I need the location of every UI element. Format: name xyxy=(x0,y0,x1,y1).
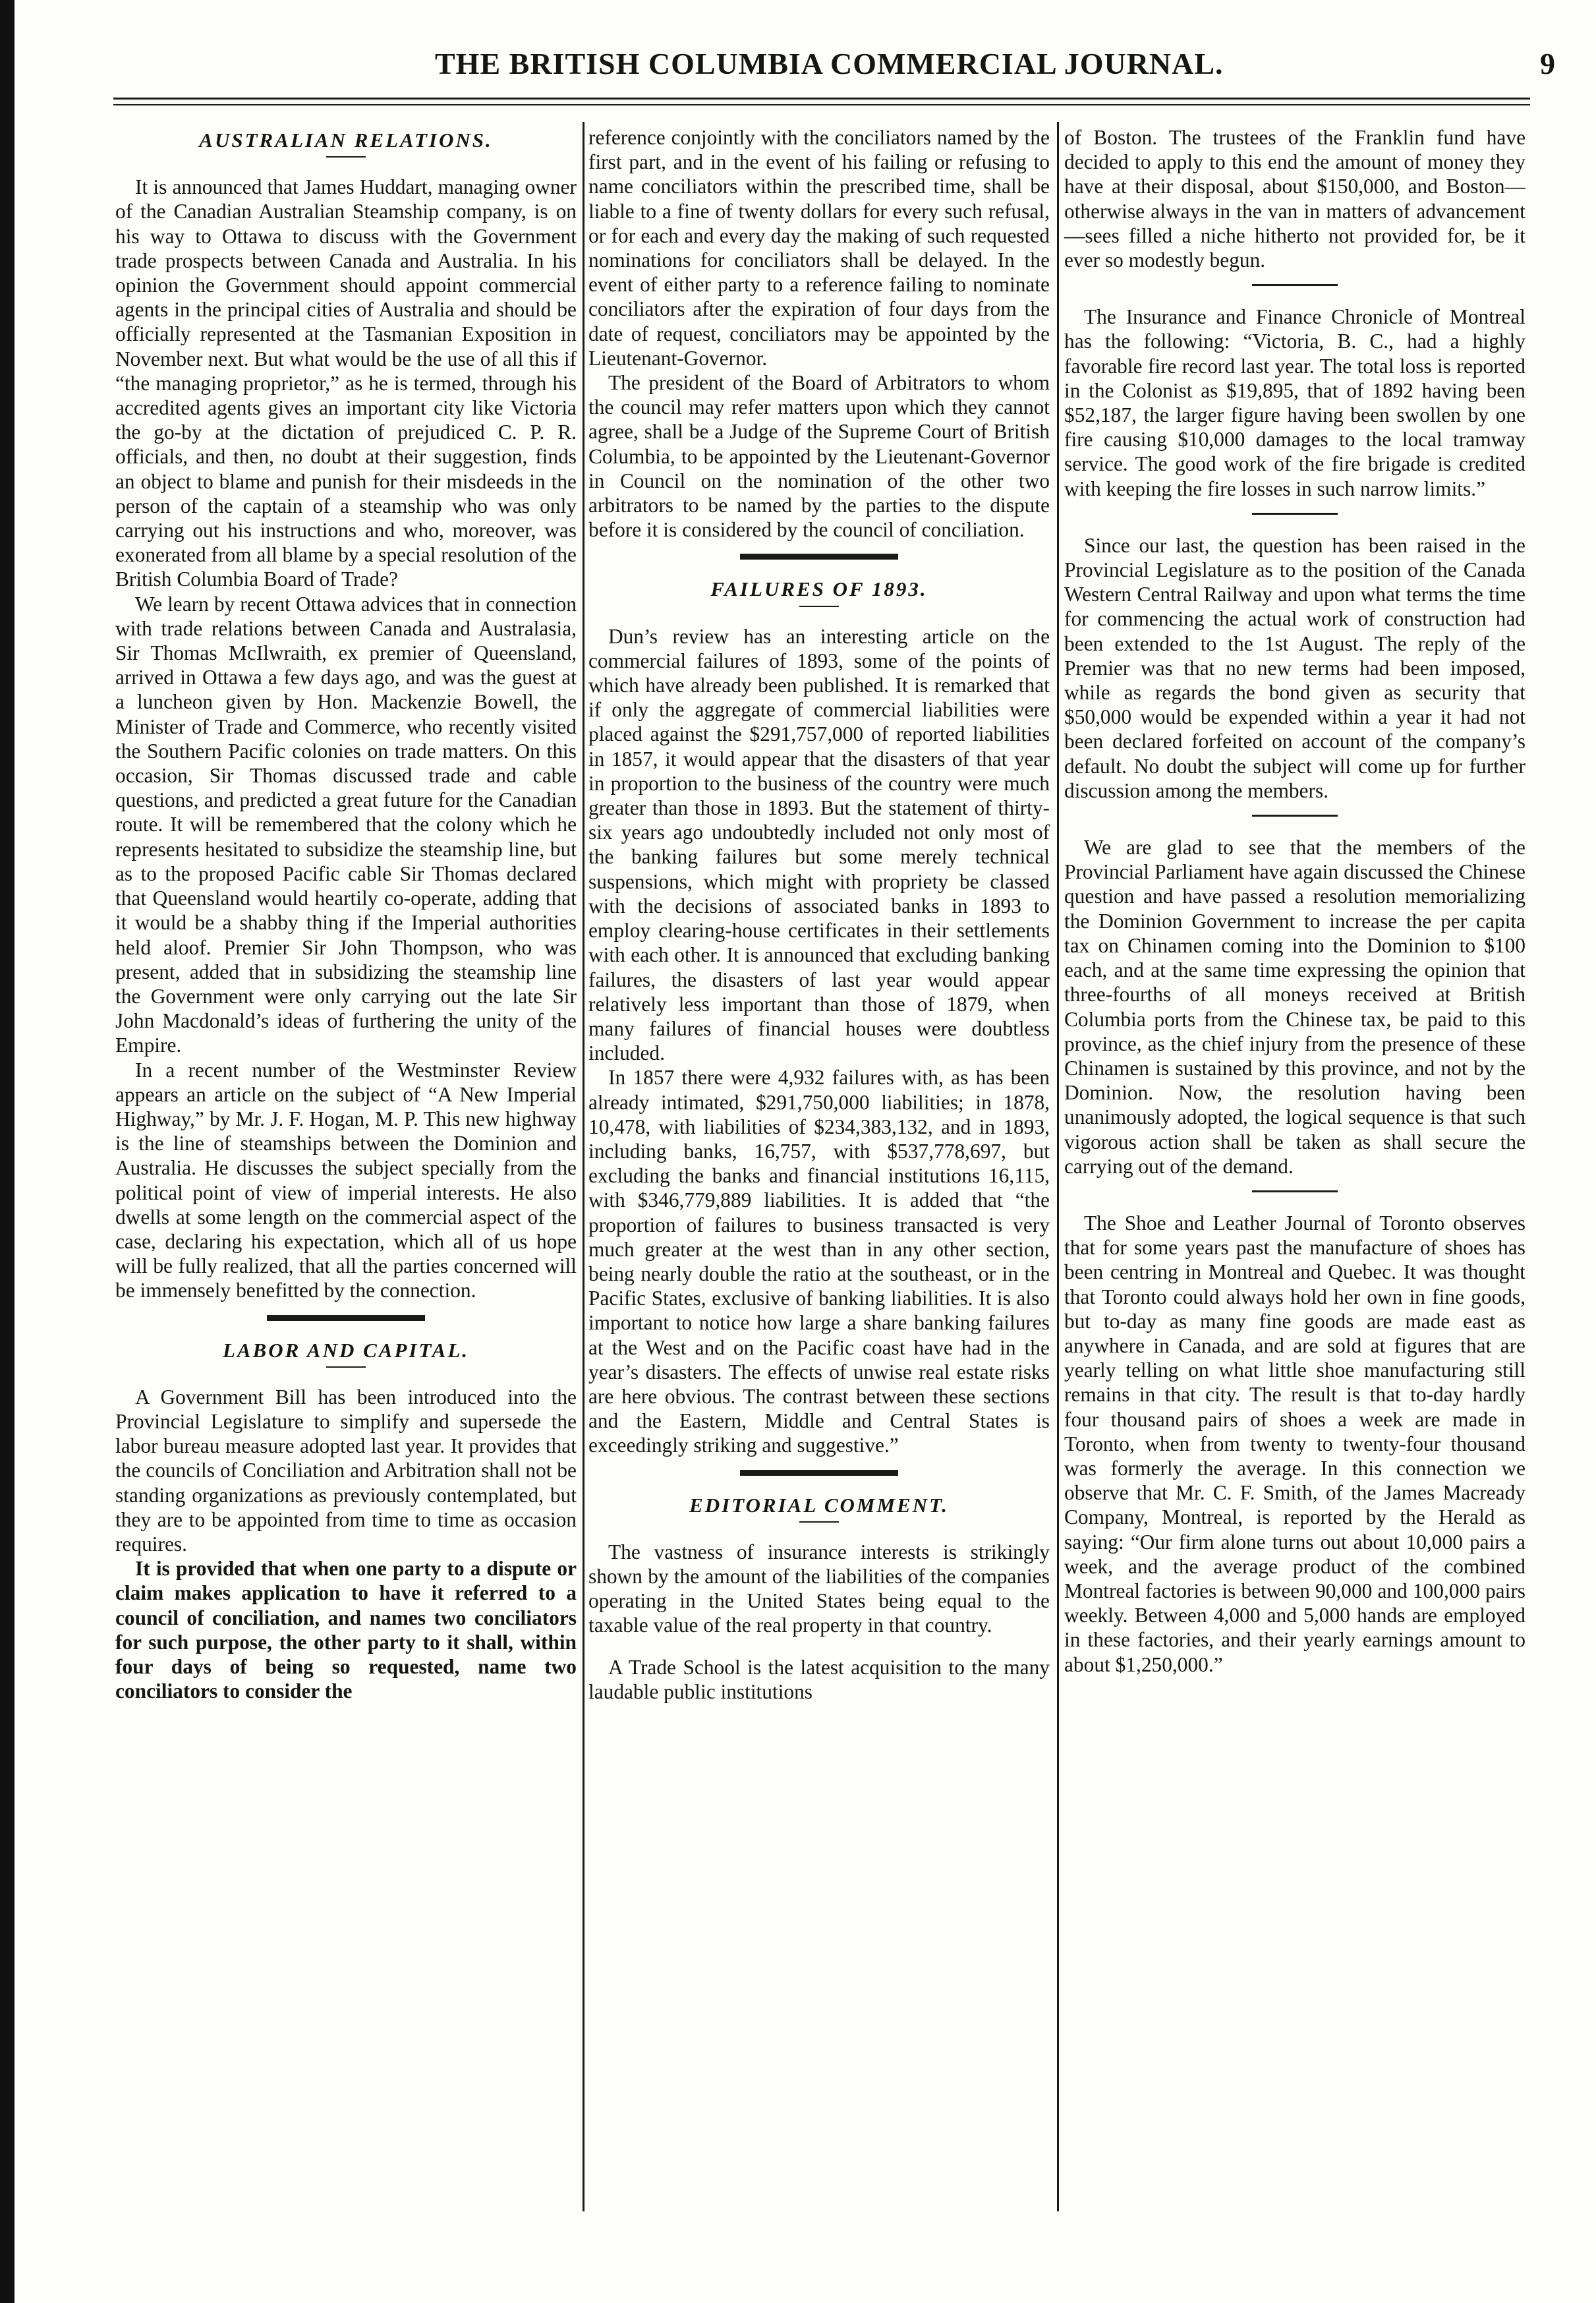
journal-title: THE BRITISH COLUMBIA COMMERCIAL JOURNAL. xyxy=(435,47,1224,80)
heading-editorial-comment: EDITORIAL COMMENT. xyxy=(689,1493,949,1517)
paragraph: The Shoe and Leather Journal of Toronto observes that for some years past the manufacture of shoes has been centring in Montreal and Quebec. It was thought that Toronto could always hold her own in fine goods, but to-day as many fine goods are made east as anywhere in Canada, and are sold at figures that are yearly telling on what little shoe manufacturing still remains in that city. The result is that to-day hardly four thousand pairs of shoes a week are made in Toronto, when from twenty to twenty-four thousand was formerly the average. In this connection we observe that Mr. C. F. Smith, of the James Macready Company, Montreal, is reported by the Herald as saying: “Our firm alone turns out about 10,000 pairs a week, and the average product of the combined Montreal factories is between 90,000 and 100,000 pairs weekly. Between 4,000 and 5,000 hands are employed in these factories, and their yearly earnings amount to about $1,250,000.” xyxy=(1064,1211,1525,1676)
paragraph: Since our last, the question has been raised in the Provincial Legislature as to the position of the Canada Western Central Railway and upon what terms the time for commencing the actual work of construction had been extended to the 1st August. The reply of the Premier was that no new terms had been imposed, while as regards the bond given as security that $50,000 would be expended within a year it had not been declared forfeited on account of the company’s default. No doubt the subject will come up for further discussion among the members. xyxy=(1064,533,1525,802)
heading-labor-and-capital: LABOR AND CAPITAL. xyxy=(222,1338,470,1362)
heading-underline xyxy=(326,156,366,158)
heading-underline xyxy=(799,606,839,607)
heading-underline xyxy=(799,1521,839,1523)
paragraph: We are glad to see that the members of the Provincial Parliament have again discussed the Chinese question and have passed a resolution memorializing the Dominion Government to increase the per capita tax on Chinamen coming into the Dominion to $100 each, and at the same time expressing the opinion that three-fourths of all moneys received at British Columbia ports from the Chinese tax, be paid to this province, as the chief injury from the presence of these Chinamen is sustained by this province, and not by the Dominion. Now, the resolution having been unanimously adopted, the logical sequence is that such vigorous action shall be taken as shall secure the carrying out of the demand. xyxy=(1064,836,1525,1178)
paragraph: It is provided that when one party to a dispute or claim makes application to have it referred to a council of conciliation, and names two conciliators for such purpose, the other party to it shall, within four days of being so requested, name two conciliators to consider the xyxy=(115,1557,577,1703)
paragraph: Dun’s review has an interesting article on the commercial failures of 1893, some of the points of which have already been published. It is remarked that if only the aggregate of commercial liabilities were placed against the $291,757,000 of reported liabilities in 1857, it would appear that the disasters of that year in proportion to the business of the country were much greater than those in 1893. But the statement of thirty-six years ago undoubtedly included not only most of the banking failures but some merely technical suspensions, which might with propriety be classed with the decisions of associated banks in 1893 to employ clearing-house certificates in their settlements with each other. It is announced that excluding banking failures, the disasters of last year would appear relatively less important than those of 1879, when many failures of financial houses were doubtless included. xyxy=(588,624,1050,1065)
paragraph: In a recent number of the Westminster Review appears an article on the subject of “A New Imperial Highway,” by Mr. J. F. Hogan, M. P. This new highway is the line of steamships between the Dominion and Australia. He discusses the subject specially from the political point of view of imperial interests. He also dwells at some length on the commercial aspect of the case, declaring his expectation, which all of us hope will be fully realized, that all the parties concerned will be immensely benefitted by the connection. xyxy=(115,1058,577,1302)
paragraph: A Trade School is the latest acquisition to the many laudable public institutions xyxy=(588,1655,1050,1703)
column-1 xyxy=(115,125,577,1703)
paragraph: The Insurance and Finance Chronicle of Montreal has the following: “Victoria, B. C., had a highly favorable fire record last year. The total loss is reported in the Colonist as $19,895, that of 1892 having been $52,187, the larger figure having been swollen by one fire causing $10,000 damages to the local tramway service. The good work of the fire brigade is credited with keeping the fire losses in such narrow limits.” xyxy=(1064,305,1525,500)
item-separator xyxy=(1252,815,1338,817)
paragraph: reference conjointly with the conciliators named by the first part, and in the event of his failing or refusing to name conciliators within the prescribed time, shall be liable to a fine of twenty dollars for every such refusal, or for each and every day the making of such requested nominations for conciliators shall be delayed. In the event of either party to a reference failing to nominate conciliators after the expiration of four days from the date of request, conciliators may be appointed by the Lieutenant-Governor. xyxy=(588,126,1050,370)
column-rule-right xyxy=(1057,122,1059,2211)
page-header xyxy=(132,46,1562,92)
paragraph: The president of the Board of Arbitrators to whom the council may refer matters upon which they cannot agree, shall be a Judge of the Supreme Court of British Columbia, to be appointed by the Lieutenant-Governor in Council on the nomination of the other two arbitrators to be named by the parties to the dispute before it is considered by the council of conciliation. xyxy=(588,371,1050,542)
paragraph: We learn by recent Ottawa advices that in connection with trade relations between Canada and Australasia, Sir Thomas McIlwraith, ex premier of Queensland, arrived in Ottawa a few days ago, and was the guest at a luncheon given by Hon. Mackenzie Bowell, the Minister of Trade and Commerce, who recently visited the Southern Pacific colonies on trade matters. On this occasion, Sir Thomas discussed trade and cable questions, and predicted a great future for the Canadian route. It will be remembered that the colony which he represents hesitated to subsidize the steamship line, but as to the proposed Pacific cable Sir Thomas declared that Queensland would heartily co-operate, adding that it would be a shabby thing if the Imperial authorities held aloof. Premier Sir John Thompson, who was present, added that in subsidizing the steamship line the Government were only carrying out the late Sir John Macdonald’s ideas of furthering the unity of the Empire. xyxy=(115,592,577,1057)
item-separator xyxy=(1252,1190,1338,1192)
heading-underline xyxy=(326,1366,366,1368)
binding-edge xyxy=(0,0,14,2303)
heading-australian-relations: AUSTRALIAN RELATIONS. xyxy=(199,129,493,152)
section-separator xyxy=(740,1470,898,1476)
item-separator xyxy=(1252,284,1338,286)
section-separator xyxy=(740,554,898,560)
paragraph: The vastness of insurance interests is strikingly shown by the amount of the liabilities of the companies operating in the United States being equal to the taxable value of the real property in that country. xyxy=(588,1540,1050,1637)
item-separator xyxy=(1252,513,1338,515)
section-separator xyxy=(267,1315,425,1321)
heading-failures: FAILURES OF 1893. xyxy=(710,577,928,601)
page-number: 9 xyxy=(1540,47,1555,80)
column-3 xyxy=(1064,125,1525,1677)
header-rule-top xyxy=(113,98,1530,100)
paragraph: A Government Bill has been introduced into the Provincial Legislature to simplify and supersede the labor bureau measure adopted last year. It provides that the councils of Conciliation and Arbitration shall not be standing organizations as previously contemplated, but they are to be appointed from time to time as occasion requires. xyxy=(115,1385,577,1556)
paragraph: of Boston. The trustees of the Franklin fund have decided to apply to this end the amount of money they have at their disposal, about $150,000, and Boston—otherwise always in the van in matters of advancement—sees filled a niche hitherto not provided for, be it ever so modestly begun. xyxy=(1064,126,1525,272)
paragraph: It is announced that James Huddart, managing owner of the Canadian Australian Steamship company, is on his way to Ottawa to discuss with the Government trade prospects between Canada and Australia. In his opinion the Government should appoint commercial agents in the principal cities of Australia and should be officially represented at the Tasmanian Exposition in November next. But what would be the use of all this if “the managing proprietor,” as he is termed, through his accredited agents gives an important city like Victoria the go-by at the dictation of prejudiced C. P. R. officials, and then, no doubt at their suggestion, finds an object to blame and punish for their misdeeds in the person of the captain of a steamship who was only carrying out his instructions and who, moreover, was exonerated from all blame by a special resolution of the British Columbia Board of Trade? xyxy=(115,175,577,591)
header-rule-bottom xyxy=(113,104,1530,105)
column-rule-left xyxy=(583,122,584,2211)
paragraph: In 1857 there were 4,932 failures with, as has been already intimated, $291,750,000 liabilities; in 1878, 10,478, with liabilities of $234,383,132, and in 1893, including banks, 16,757, with $537,778,697, but excluding the banks and financial institutions 16,115, with $346,779,889 liabilities. It is added that “the proportion of failures to business transacted is very much greater at the west than in any other section, being nearly double the ratio at the southeast, or in the Pacific States, exclusive of banking liabilities. It is also important to notice how large a share banking failures at the West and on the Pacific coast have had in the year’s disasters. The effects of unwise real estate risks are here obvious. The contrast between these sections and the Eastern, Middle and Central States is exceedingly striking and suggestive.” xyxy=(588,1066,1050,1457)
column-2 xyxy=(588,125,1050,1704)
